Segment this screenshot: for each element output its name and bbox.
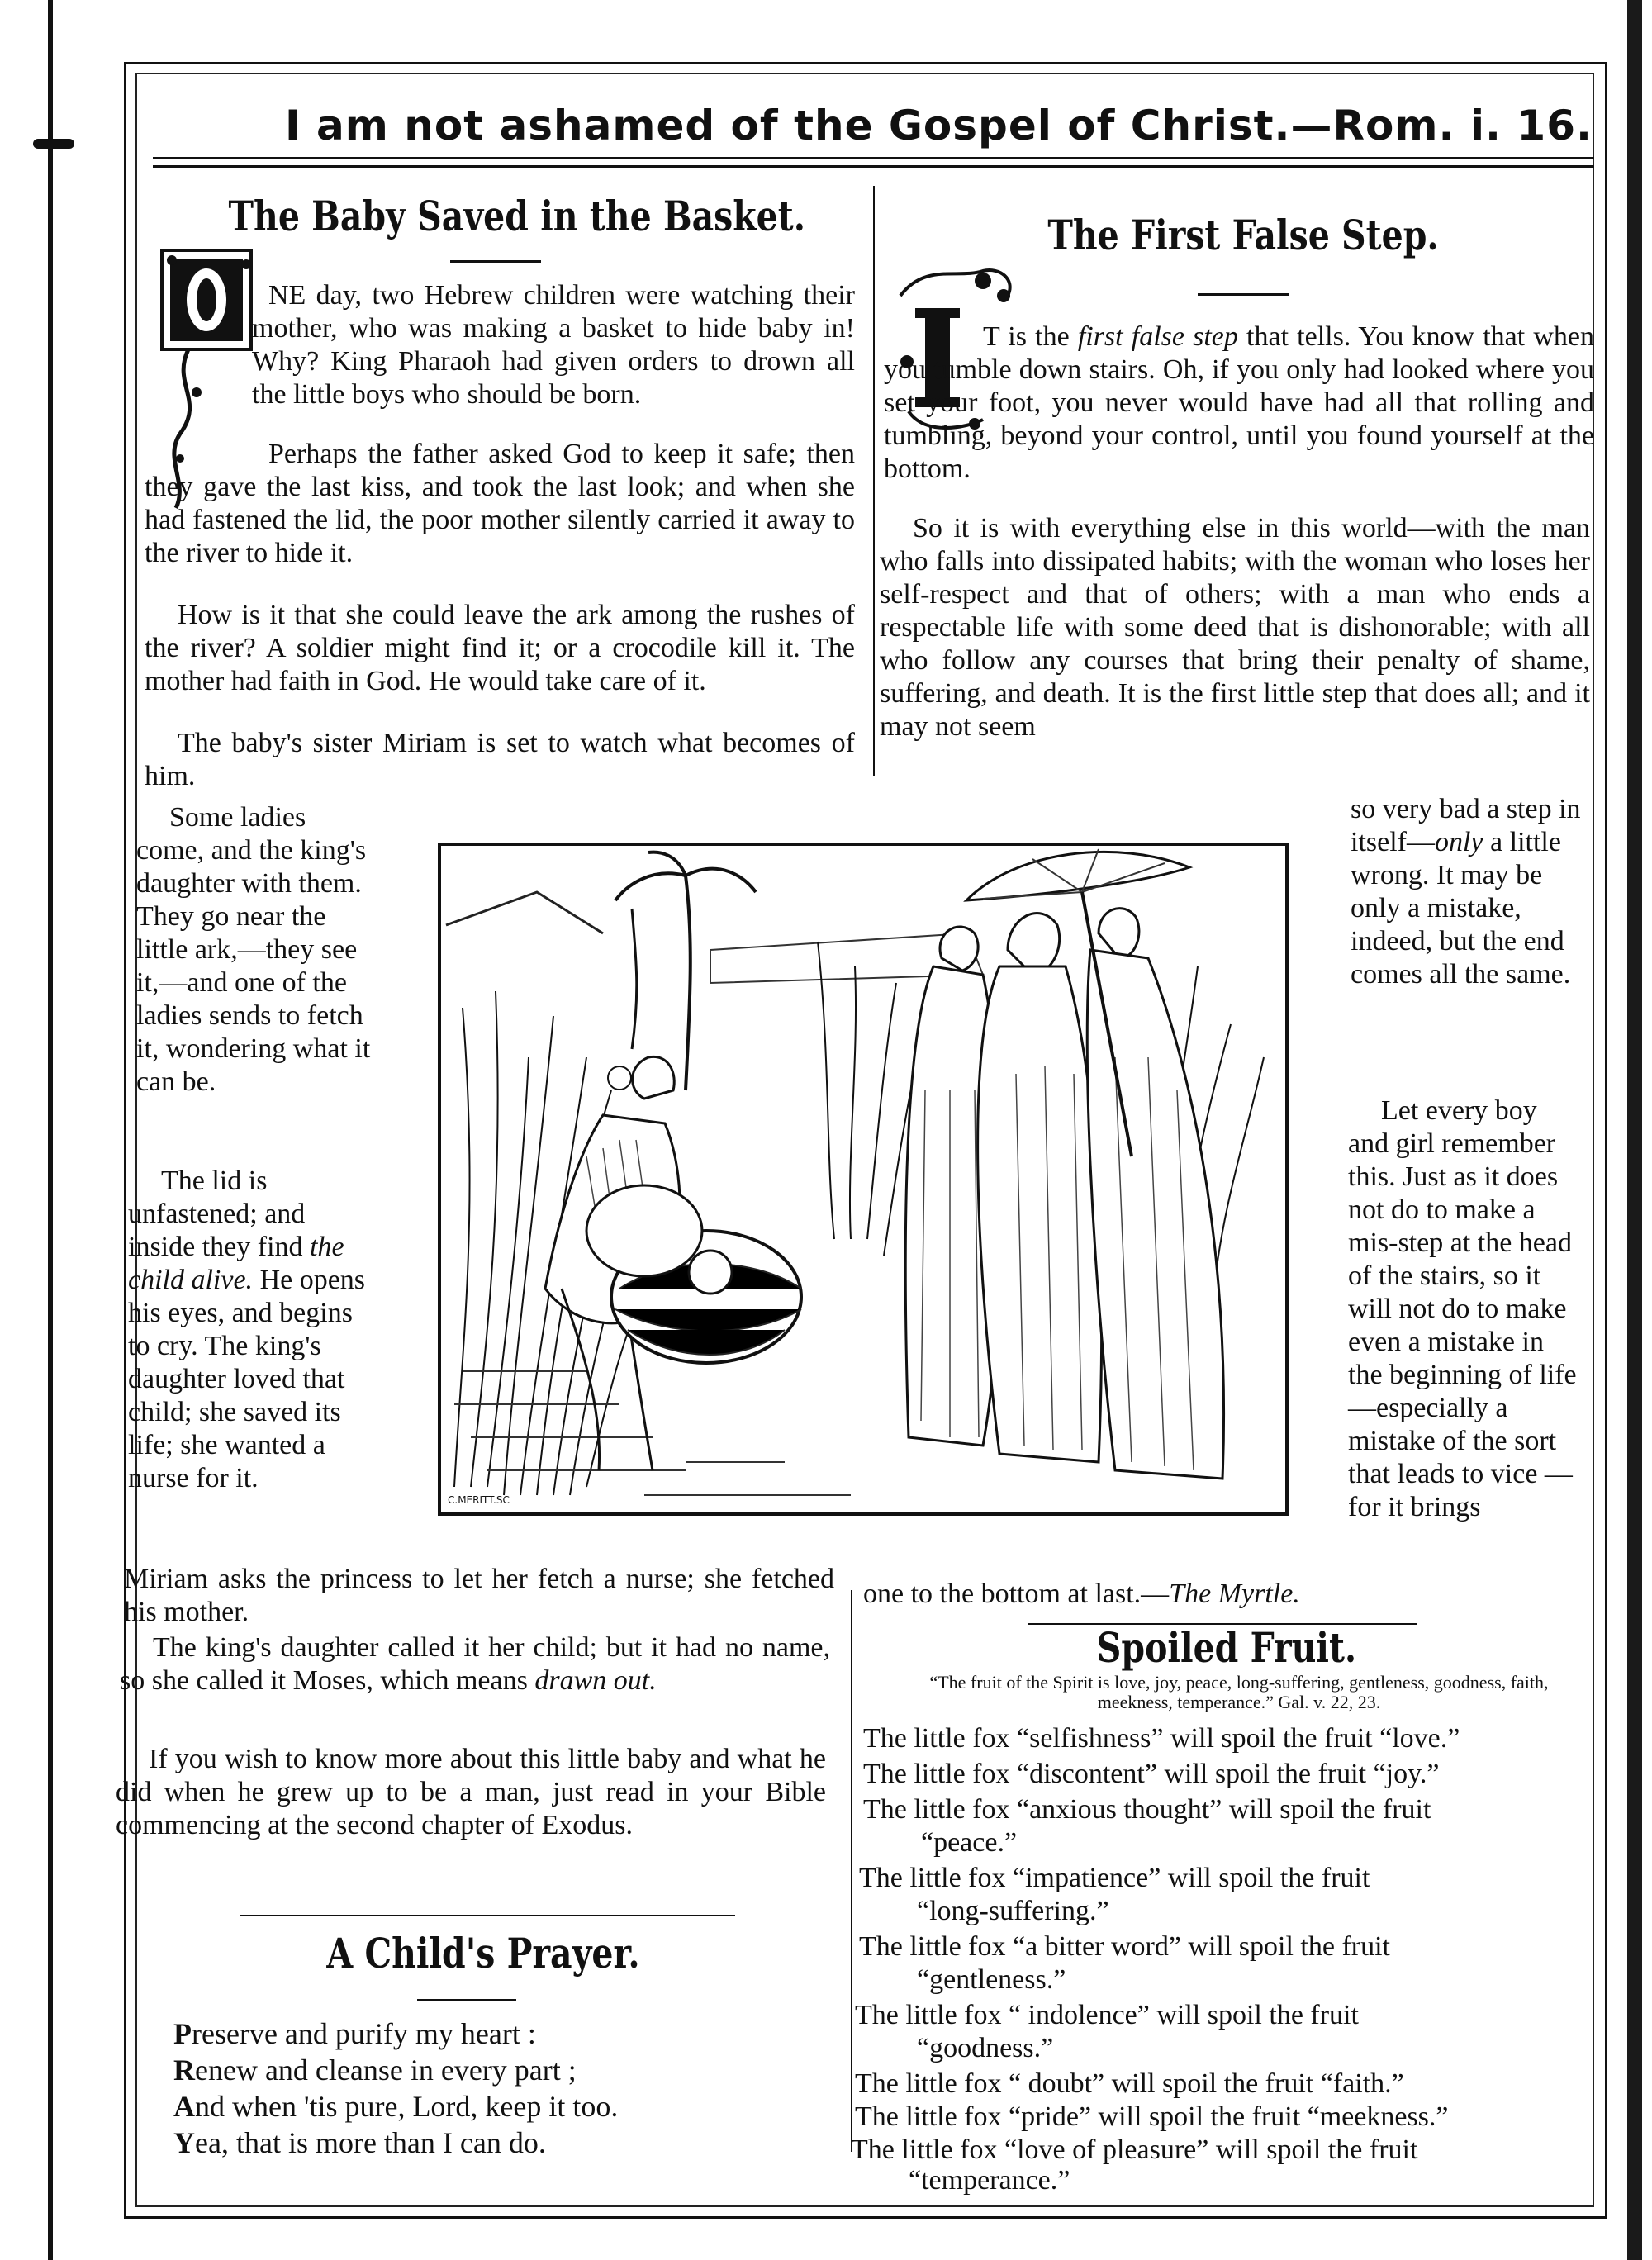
false-step-paragraph-4: Let every boy and girl remember this. Just as it does not do to make a mis-step at the head of the stairs, so it will not do to make even a mistake in the beginning of life—especially a mistake of the sort that leads to vice —for it brings <box>1348 1095 1577 1522</box>
prayer-title: A Child's Prayer. <box>326 1929 640 1978</box>
moses-illustration <box>438 843 1289 1516</box>
false-step-paragraph-1: T is the first false step that tells. You know that when you tumble down stairs. Oh, if you only had looked where you set your foot, you never would have had all that rolling and tumbling, beyond your control, until you found yourself at the bottom. <box>884 321 1594 484</box>
baby-paragraph-7: Miriam asks the princess to let her fetch a nurse; she fetched his mother. <box>124 1564 834 1627</box>
prayer-line-4: Yea, that is more than I can do. <box>173 2126 546 2159</box>
fox-line-9-cont: “temperance.” <box>909 2165 1070 2196</box>
fox-line-3-cont: “peace.” <box>921 1827 1018 1858</box>
prayer-line-1: Preserve and purify my heart : <box>173 2017 536 2050</box>
baby-title-rule <box>450 260 541 263</box>
fox-line-5-cont: “gentleness.” <box>917 1964 1066 1995</box>
header-rule-bottom <box>153 165 1594 168</box>
page-binding-edge <box>48 0 53 2260</box>
page-header: I am not ashamed of the Gospel of Christ.—Rom. i. 16. <box>285 102 1593 150</box>
prayer-top-rule <box>240 1915 735 1916</box>
baby-paragraph-8: The king's daughter called it her child; but it had no name, so she called it Moses, which means drawn out. <box>120 1632 830 1696</box>
fox-line-7: The little fox “ doubt” will spoil the fruit “faith.” <box>855 2068 1404 2099</box>
fox-line-3: The little fox “anxious thought” will spoil the fruit <box>863 1794 1431 1825</box>
baby-paragraph-2: Perhaps the father asked God to keep it safe; then they gave the last kiss, and took the last look; and when she had fastened the lid, the poor mother silently carried it away to the river to hide it. <box>145 439 855 568</box>
false-step-title: The First False Step. <box>1047 211 1439 259</box>
fox-line-2: The little fox “discontent” will spoil the fruit “joy.” <box>863 1759 1440 1789</box>
fox-line-9: The little fox “love of pleasure” will spoil the fruit <box>851 2134 1418 2165</box>
baby-paragraph-1: NE day, two Hebrew children were watching their mother, who was making a basket to hide baby in! Why? King Pharaoh had given orders to drown all the little boys who should be born. <box>252 280 855 410</box>
baby-article-title: The Baby Saved in the Basket. <box>228 192 805 240</box>
fox-line-6: The little fox “ indolence” will spoil the fruit <box>855 2000 1359 2030</box>
baby-paragraph-4: The baby's sister Miriam is set to watch what becomes of him. <box>145 728 855 791</box>
fox-line-6-cont: “goodness.” <box>917 2033 1054 2063</box>
page-right-edge <box>1627 0 1642 2260</box>
engraver-credit: C.MERITT.SC <box>448 1494 510 1506</box>
false-step-paragraph-5: one to the bottom at last.—The Myrtle. <box>863 1579 1300 1609</box>
fox-line-8: The little fox “pride” will spoil the fruit “meekness.” <box>855 2101 1449 2132</box>
false-step-title-rule <box>1198 293 1289 296</box>
baby-paragraph-5: Some ladies come, and the king's daughter with them. They go near the little ark,—they see it,—and one of the ladies sends to fetch it, wondering what it can be. <box>136 802 371 1097</box>
baby-paragraph-3: How is it that she could leave the ark among the rushes of the river? A soldier might find it; or a crocodile kill it. The mother had faith in God. He would take care of it. <box>145 600 855 696</box>
false-step-paragraph-3: so very bad a step in itself—only a little wrong. It may be only a mistake, indeed, but the end comes all the same. <box>1351 794 1581 990</box>
spoiled-fruit-title: Spoiled Fruit. <box>1096 1623 1357 1672</box>
prayer-title-rule <box>417 1999 516 2001</box>
header-rule-top <box>153 157 1594 159</box>
prayer-line-3: And when 'tis pure, Lord, keep it too. <box>173 2090 619 2123</box>
column-divider-bottom <box>851 1590 852 2152</box>
baby-paragraph-9: If you wish to know more about this little baby and what he did when he grew up to be a man, just read in your Bible commencing at the second chapter of Exodus. <box>116 1744 826 1840</box>
prayer-line-2: Renew and cleanse in every part ; <box>173 2053 577 2087</box>
baby-paragraph-6: The lid is unfastened; and inside they find the child alive. He opens his eyes, and begins to cry. The king's daughter loved that child; she saved its life; she wanted a nurse for it. <box>128 1166 366 1493</box>
fox-line-5: The little fox “a bitter word” will spoil the fruit <box>859 1931 1390 1962</box>
binding-mark <box>33 139 74 149</box>
column-divider-top <box>873 186 875 776</box>
spoiled-fruit-quote: “The fruit of the Spirit is love, joy, peace, long-suffering, gentleness, goodness, faith, meekness, temperance.” Gal. v. 22, 23. <box>929 1672 1549 1712</box>
fox-line-1: The little fox “selfishness” will spoil the fruit “love.” <box>863 1723 1460 1754</box>
fox-line-4: The little fox “impatience” will spoil the fruit <box>859 1863 1370 1893</box>
false-step-paragraph-2: So it is with everything else in this world—with the man who falls into dissipated habits; with the woman who loses her self-respect and that of others; with a man who ends a respectable life with some deed that is dishonorable; with all who follow any courses that bring their penalty of shame, suffering, and death. It is the first little step that does all; and it may not seem <box>880 513 1590 742</box>
fox-line-4-cont: “long-suffering.” <box>917 1896 1109 1926</box>
